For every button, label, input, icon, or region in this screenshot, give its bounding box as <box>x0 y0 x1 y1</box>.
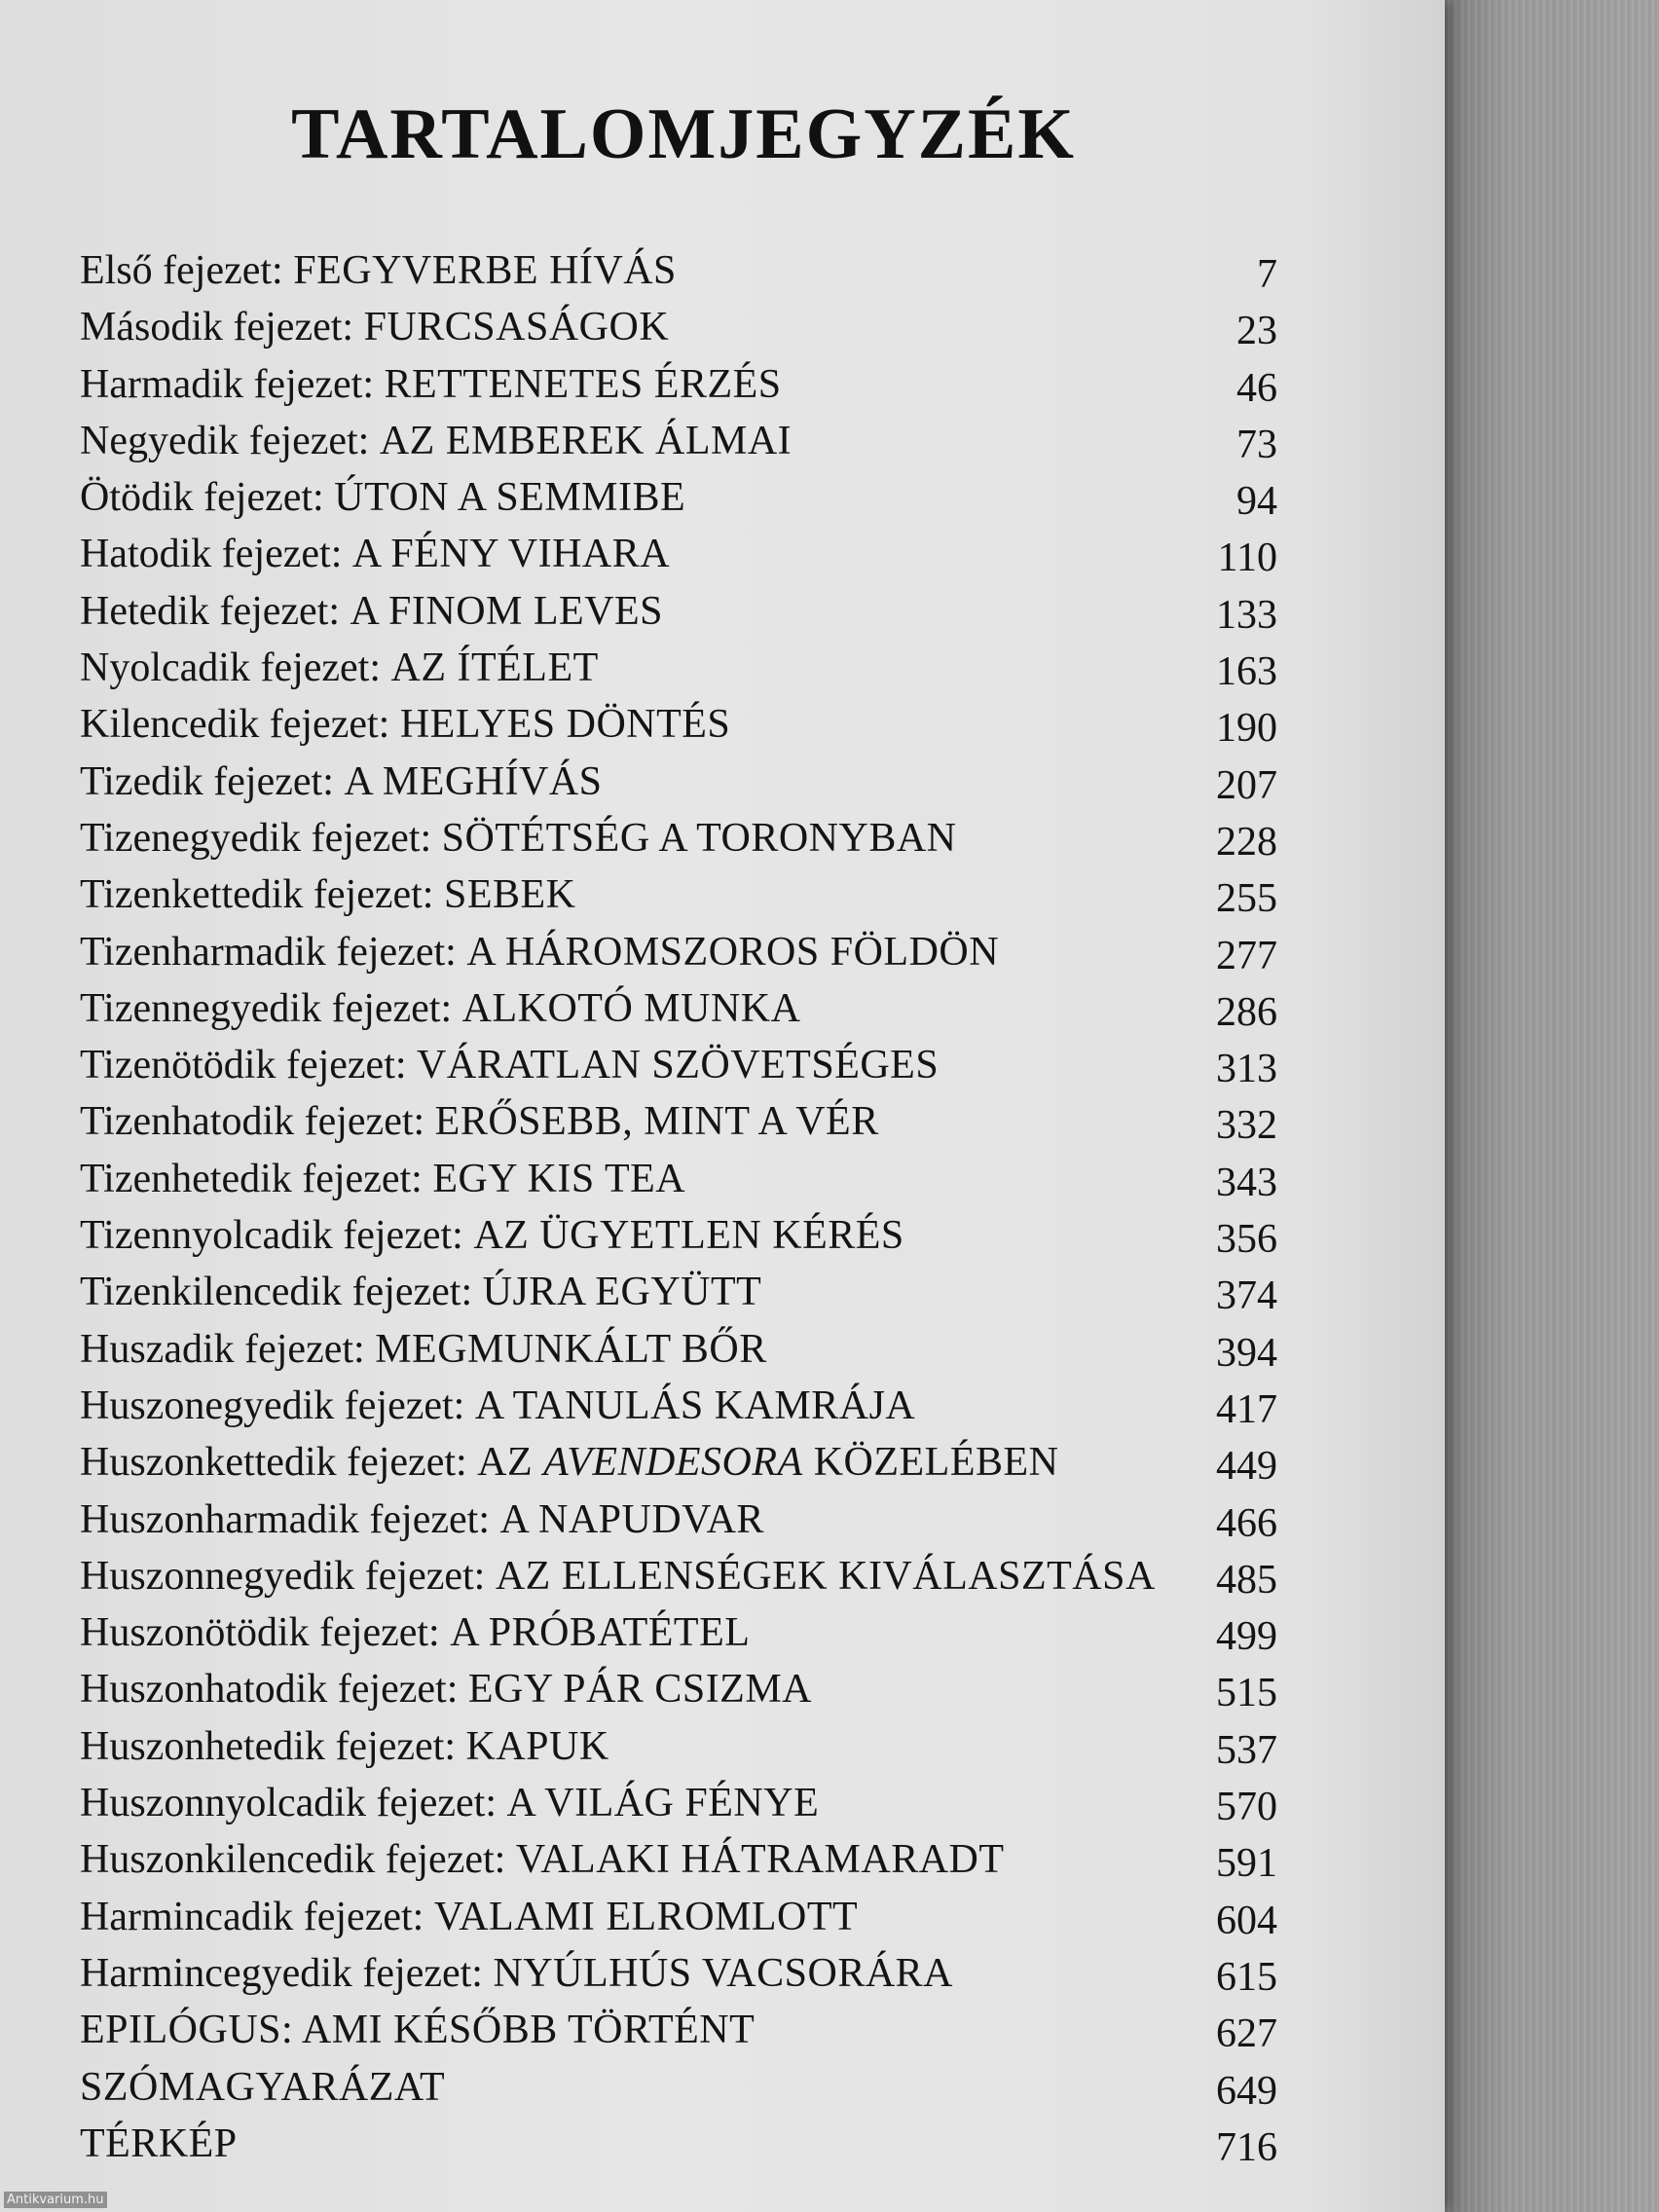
chapter-title: HELYES DÖNTÉS <box>399 702 731 748</box>
toc-entry <box>80 1153 1277 1209</box>
chapter-title: EPILÓGUS: AMI KÉSŐBB TÖRTÉNT <box>80 2008 756 2053</box>
toc-entry-text <box>80 642 599 694</box>
chapter-label: Huszonegyedik fejezet: <box>80 1382 465 1428</box>
chapter-title: TÉRKÉP <box>80 2120 238 2166</box>
page-number: 449 <box>1216 1444 1277 1490</box>
toc-entry <box>80 471 1277 528</box>
page-number: 207 <box>1216 762 1277 808</box>
toc-entry-text <box>80 1777 819 1829</box>
toc-entry-text <box>80 1266 761 1318</box>
page-number: 537 <box>1216 1727 1277 1773</box>
toc-entry <box>80 756 1277 812</box>
chapter-label: Első fejezet: <box>80 248 283 293</box>
chapter-label: Huszonkilencedik fejezet: <box>80 1837 506 1883</box>
page-number: 7 <box>1257 252 1277 297</box>
toc-entry <box>80 1947 1277 2004</box>
chapter-label: Tizennegyedik fejezet: <box>80 985 453 1031</box>
toc-entry <box>80 812 1277 868</box>
page-number: 591 <box>1216 1841 1277 1887</box>
chapter-label: Huszonharmadik fejezet: <box>80 1496 490 1542</box>
toc-entry-text <box>80 528 670 580</box>
page-number: 466 <box>1216 1500 1277 1546</box>
chapter-label: Tizenhetedik fejezet: <box>80 1156 423 1201</box>
chapter-title: VÁRATLAN SZÖVETSÉGES <box>417 1043 940 1088</box>
page-number: 277 <box>1216 933 1277 978</box>
chapter-label: Nyolcadik fejezet: <box>80 645 382 691</box>
chapter-label: Negyedik fejezet: <box>80 418 370 463</box>
chapter-label: Harmadik fejezet: <box>80 361 374 407</box>
toc-entry-text <box>80 1209 904 1262</box>
page-number: 374 <box>1216 1273 1277 1319</box>
toc-entry-text <box>80 982 800 1035</box>
chapter-title: AZ ÜGYETLEN KÉRÉS <box>473 1213 904 1259</box>
toc-entry-text <box>80 1380 915 1432</box>
chapter-label: Harmincadik fejezet: <box>80 1894 424 1939</box>
chapter-title: AZ ELLENSÉGEK KIVÁLASZTÁSA <box>495 1553 1156 1599</box>
chapter-title: ÚTON A SEMMIBE <box>334 475 686 521</box>
page-number: 356 <box>1216 1217 1277 1263</box>
chapter-title: A PRÓBATÉTEL <box>450 1610 751 1656</box>
toc-entry <box>80 415 1277 471</box>
toc-entry-text <box>80 1550 1156 1603</box>
page-number: 190 <box>1216 706 1277 752</box>
page-number: 73 <box>1236 422 1277 467</box>
toc-entry-text <box>80 358 782 411</box>
chapter-label: Huszonötödik fejezet: <box>80 1610 440 1656</box>
chapter-title: A VILÁG FÉNYE <box>506 1781 820 1826</box>
page-number: 46 <box>1236 365 1277 411</box>
page-number: 627 <box>1216 2011 1277 2057</box>
chapter-title-part: AZ <box>477 1440 534 1486</box>
chapter-label: Tizenhatodik fejezet: <box>80 1099 425 1145</box>
table-of-contents <box>80 244 1277 2174</box>
toc-entry-text <box>80 1153 685 1205</box>
toc-entry <box>80 301 1277 357</box>
page-number: 228 <box>1216 819 1277 865</box>
toc-entry <box>80 1039 1277 1095</box>
toc-entry-text <box>80 585 663 638</box>
toc-entry <box>80 982 1277 1039</box>
chapter-label: Tizenharmadik fejezet: <box>80 929 457 975</box>
chapter-title: VALAMI ELROMLOTT <box>433 1894 859 1939</box>
toc-entry-text <box>80 301 669 353</box>
toc-entry <box>80 1720 1277 1777</box>
chapter-label: Huszonhetedik fejezet: <box>80 1723 456 1769</box>
page-title: TARTALOMJEGYZÉK <box>291 94 1076 174</box>
chapter-title: SÖTÉTSÉG A TORONYBAN <box>441 815 957 861</box>
chapter-title: ALKOTÓ MUNKA <box>461 985 801 1031</box>
page-number: 133 <box>1216 592 1277 638</box>
toc-entry-text <box>80 1606 750 1659</box>
toc-entry-text <box>80 1493 764 1546</box>
page-number: 615 <box>1216 1954 1277 2000</box>
chapter-title-italic: AVENDESORA <box>543 1440 803 1486</box>
page-number: 485 <box>1216 1557 1277 1603</box>
toc-entry-text <box>80 415 792 467</box>
toc-entry-text <box>80 812 957 865</box>
chapter-title: EGY KIS TEA <box>432 1156 686 1201</box>
chapter-title: SZÓMAGYARÁZAT <box>80 2064 446 2110</box>
chapter-label: Tizenegyedik fejezet: <box>80 815 432 861</box>
page-number: 343 <box>1216 1160 1277 1205</box>
chapter-label: Tizennyolcadik fejezet: <box>80 1213 463 1259</box>
page-number: 604 <box>1216 1898 1277 1943</box>
chapter-title: ÚJRA EGYÜTT <box>482 1270 762 1315</box>
toc-entry-text <box>80 1663 812 1715</box>
page-number: 499 <box>1216 1614 1277 1660</box>
toc-entry <box>80 1777 1277 1833</box>
toc-entry-text <box>80 1039 939 1091</box>
chapter-label: Huszonnegyedik fejezet: <box>80 1553 486 1599</box>
toc-entry <box>80 1323 1277 1380</box>
toc-entry <box>80 698 1277 755</box>
toc-entry <box>80 2118 1277 2174</box>
chapter-title-part: KÖZELÉBEN <box>813 1440 1059 1486</box>
book-page-edges <box>1441 0 1659 2212</box>
page-number: 332 <box>1216 1103 1277 1149</box>
toc-entry-text <box>80 756 603 808</box>
chapter-label: Harmincegyedik fejezet: <box>80 1950 483 1996</box>
chapter-title: ERŐSEBB, MINT A VÉR <box>434 1099 879 1145</box>
chapter-title: MEGMUNKÁLT BŐR <box>375 1326 767 1372</box>
page-number: 94 <box>1236 479 1277 525</box>
toc-entry-text <box>80 1720 609 1773</box>
toc-entry-text <box>80 2061 445 2114</box>
toc-entry <box>80 1266 1277 1322</box>
toc-entry-text <box>80 868 576 921</box>
toc-entry-text <box>80 1947 953 2000</box>
watermark: Antikvarium.hu <box>4 2192 107 2208</box>
chapter-title: A NAPUDVAR <box>499 1496 764 1542</box>
toc-entry <box>80 1380 1277 1436</box>
toc-entry <box>80 1095 1277 1152</box>
chapter-title: AZ ÍTÉLET <box>390 645 599 691</box>
toc-entry <box>80 1436 1277 1493</box>
chapter-label: Tizenötödik fejezet: <box>80 1043 407 1088</box>
page-number: 313 <box>1216 1047 1277 1092</box>
toc-entry-text <box>80 1833 1005 1886</box>
chapter-label: Huszonhatodik fejezet: <box>80 1667 459 1713</box>
toc-entry <box>80 1493 1277 1550</box>
page-number: 110 <box>1217 535 1277 581</box>
toc-entry <box>80 868 1277 925</box>
chapter-title: NYÚLHÚS VACSORÁRA <box>493 1950 954 1996</box>
chapter-label: Hetedik fejezet: <box>80 588 341 634</box>
chapter-title <box>477 1440 1058 1485</box>
chapter-title: A HÁROMSZOROS FÖLDÖN <box>466 929 1000 975</box>
toc-entry <box>80 1209 1277 1266</box>
toc-entry <box>80 1833 1277 1890</box>
chapter-label: Tizedik fejezet: <box>80 758 334 804</box>
chapter-label: Kilencedik fejezet: <box>80 702 390 748</box>
page-number: 417 <box>1216 1386 1277 1432</box>
page-number: 649 <box>1216 2068 1277 2114</box>
chapter-title: SEBEK <box>443 872 576 918</box>
toc-entry <box>80 1550 1277 1606</box>
chapter-title: KAPUK <box>465 1723 609 1769</box>
toc-entry-text <box>80 698 730 751</box>
toc-entry <box>80 2004 1277 2060</box>
toc-entry <box>80 1663 1277 1719</box>
chapter-label: Tizenkilencedik fejezet: <box>80 1270 473 1315</box>
chapter-label: Tizenkettedik fejezet: <box>80 872 434 918</box>
chapter-title: A FINOM LEVES <box>350 588 664 634</box>
toc-entry <box>80 358 1277 415</box>
page-number: 23 <box>1236 309 1277 354</box>
page-number: 163 <box>1216 649 1277 695</box>
toc-entry-text <box>80 1323 767 1376</box>
toc-entry-text <box>80 1095 879 1148</box>
chapter-label: Huszonnyolcadik fejezet: <box>80 1781 497 1826</box>
toc-entry <box>80 528 1277 584</box>
toc-entry-text <box>80 926 999 978</box>
chapter-label: Hatodik fejezet: <box>80 532 343 577</box>
page-number: 255 <box>1216 876 1277 922</box>
chapter-title: EGY PÁR CSIZMA <box>467 1667 813 1713</box>
page-number: 394 <box>1216 1330 1277 1376</box>
chapter-label: Huszonkettedik fejezet: <box>80 1440 467 1486</box>
toc-entry <box>80 585 1277 642</box>
chapter-label: Második fejezet: <box>80 305 354 350</box>
toc-entry <box>80 1891 1277 1947</box>
chapter-title: FURCSASÁGOK <box>363 305 670 350</box>
chapter-title: AZ EMBEREK ÁLMAI <box>379 418 793 463</box>
toc-entry-text <box>80 244 677 297</box>
chapter-label: Huszadik fejezet: <box>80 1326 365 1372</box>
chapter-title: A FÉNY VIHARA <box>351 532 671 577</box>
page-number: 286 <box>1216 989 1277 1035</box>
chapter-title: VALAKI HÁTRAMARADT <box>515 1837 1005 1883</box>
toc-entry-text <box>80 471 685 524</box>
toc-entry <box>80 244 1277 301</box>
toc-entry <box>80 926 1277 982</box>
page-number: 716 <box>1216 2124 1277 2170</box>
toc-entry-text <box>80 1891 858 1943</box>
chapter-title: FEGYVERBE HÍVÁS <box>293 248 677 293</box>
toc-entry-text <box>80 2004 755 2056</box>
chapter-title: A MEGHÍVÁS <box>344 758 603 804</box>
toc-entry <box>80 1606 1277 1663</box>
toc-entry <box>80 2061 1277 2118</box>
chapter-label: Ötödik fejezet: <box>80 475 324 521</box>
page-number: 570 <box>1216 1785 1277 1830</box>
toc-entry-text <box>80 2118 238 2170</box>
toc-entry <box>80 642 1277 698</box>
chapter-title: RETTENETES ÉRZÉS <box>384 361 782 407</box>
toc-entry-text <box>80 1436 1058 1489</box>
page-number: 515 <box>1216 1671 1277 1716</box>
chapter-title: A TANULÁS KAMRÁJA <box>474 1382 916 1428</box>
